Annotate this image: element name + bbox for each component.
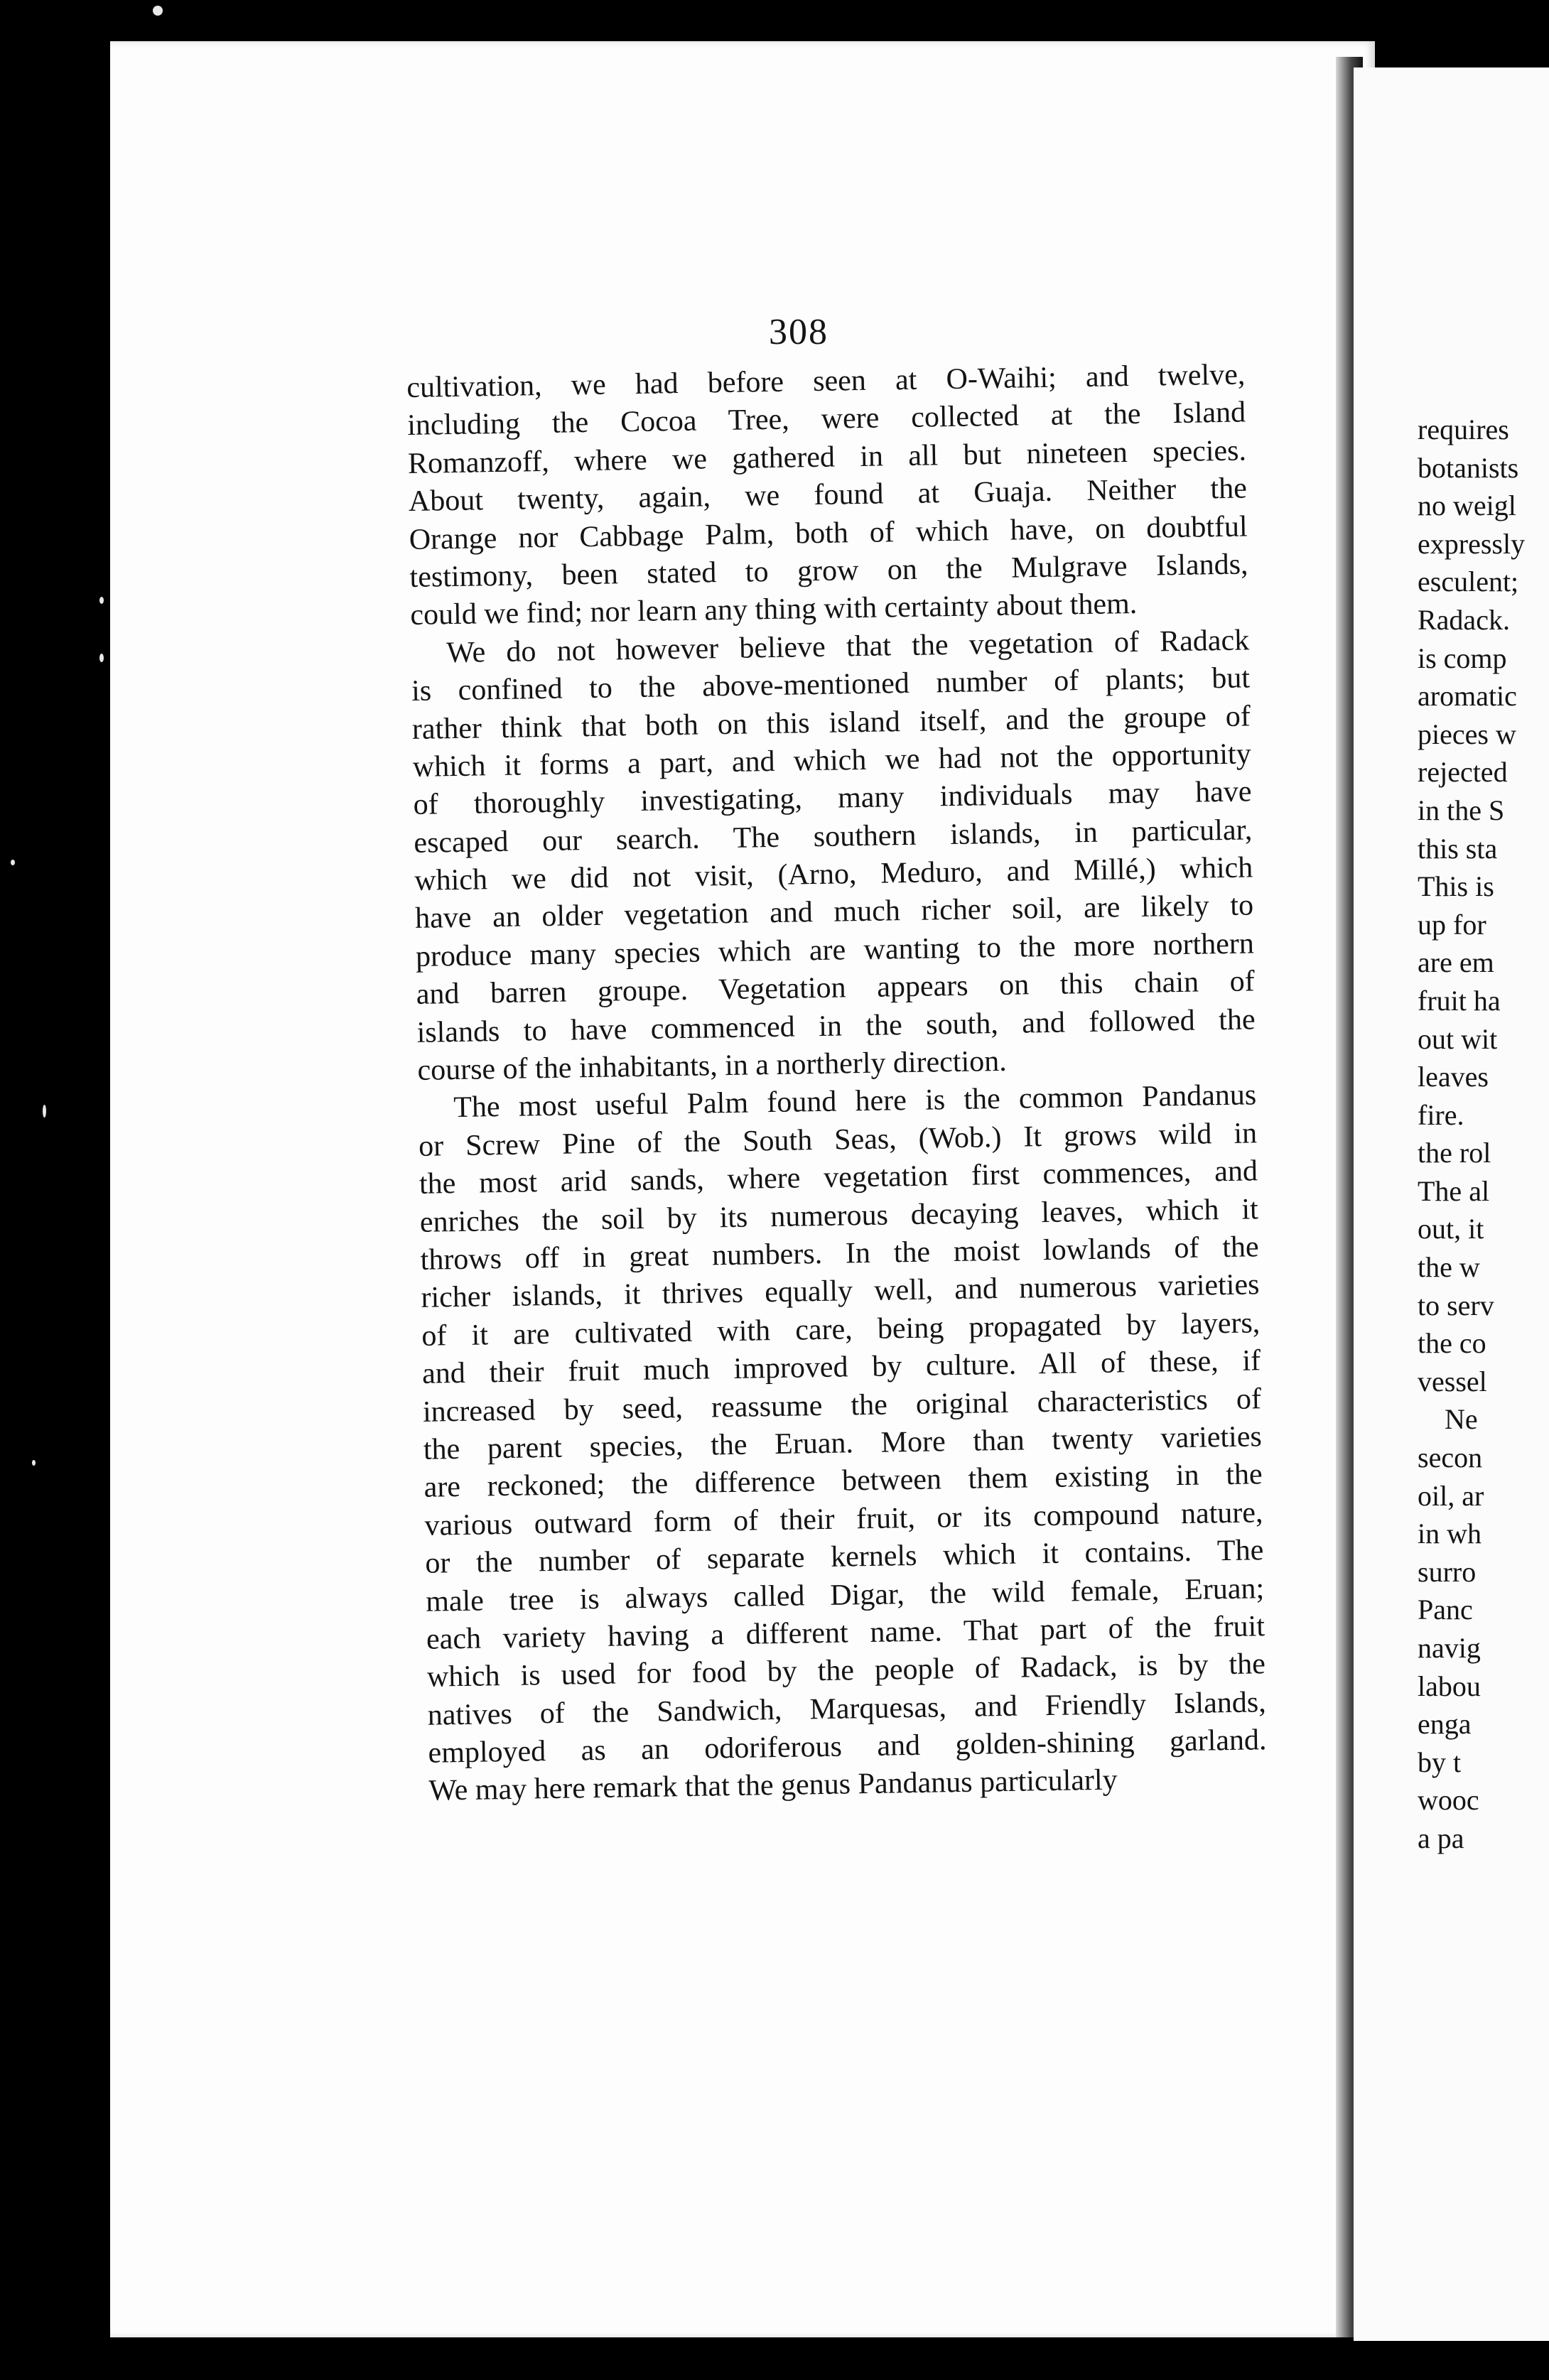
text-line: male tree is always called Digar, the wild female, Eruan; bbox=[425, 1572, 1265, 1618]
scan-speck bbox=[43, 1105, 46, 1118]
text-line: cultivation, we had before seen at O-Waihi; and twelve, bbox=[406, 358, 1246, 404]
text-line: Radack. bbox=[1418, 603, 1510, 636]
text-line: of it are cultivated with care, being propagated by layers, bbox=[421, 1307, 1261, 1353]
text-line: The most useful Palm found here is the common Pandanus bbox=[453, 1078, 1257, 1125]
text-line: increased by seed, reassume the original characteristics of bbox=[422, 1382, 1262, 1429]
text-line: employed as an odoriferous and golden-shining garland. bbox=[428, 1724, 1267, 1770]
text-line: a pa bbox=[1418, 1822, 1464, 1854]
text-line: This is bbox=[1418, 870, 1494, 903]
text-line: enriches the soil by its numerous decaying leaves, which it bbox=[419, 1192, 1259, 1239]
text-line: this sta bbox=[1418, 832, 1498, 865]
text-line: Orange nor Cabbage Palm, both of which have, on doubtful bbox=[409, 510, 1248, 556]
text-line: wooc bbox=[1418, 1784, 1479, 1817]
text-line: could we find; nor learn any thing with certainty about them. bbox=[410, 588, 1138, 632]
text-line: About twenty, again, we found at Guaja. Neither the bbox=[408, 472, 1248, 519]
text-line: enga bbox=[1418, 1708, 1472, 1741]
text-line: the parent species, the Eruan. More than twenty varieties bbox=[423, 1420, 1263, 1466]
text-line: in wh bbox=[1418, 1518, 1481, 1550]
text-line: The al bbox=[1418, 1174, 1490, 1207]
text-line: by t bbox=[1418, 1746, 1462, 1778]
text-line: secon bbox=[1418, 1441, 1483, 1474]
text-line: no weigl bbox=[1418, 489, 1516, 522]
text-line: requires bbox=[1418, 413, 1509, 445]
text-line: to serv bbox=[1418, 1289, 1494, 1321]
text-line: up for bbox=[1418, 908, 1486, 941]
text-line: is confined to the above-mentioned number of plants; but bbox=[411, 661, 1251, 708]
text-line: rejected bbox=[1418, 756, 1508, 789]
text-line: which it forms a part, and which we had not the opportunity bbox=[412, 737, 1252, 784]
text-line: are em bbox=[1418, 946, 1494, 979]
text-line: the rol bbox=[1418, 1137, 1491, 1169]
scan-speck bbox=[99, 597, 104, 604]
text-line: throws off in great numbers. In the moist lowlands of the bbox=[420, 1230, 1259, 1277]
text-line: the most arid sands, where vegetation first commences, and bbox=[419, 1154, 1258, 1201]
text-line: is comp bbox=[1418, 642, 1507, 674]
text-line: in the S bbox=[1418, 794, 1505, 826]
text-line: or the number of separate kernels which it contains. The bbox=[425, 1534, 1264, 1580]
text-line: surro bbox=[1418, 1555, 1477, 1588]
text-line: including the Cocoa Tree, were collected at the Island bbox=[406, 396, 1246, 443]
text-line: We do not however believe that the vegetation of Radack bbox=[446, 624, 1250, 669]
scan-speck bbox=[11, 860, 15, 865]
text-line: and barren groupe. Vegetation appears on this chain of bbox=[416, 965, 1256, 1012]
text-line: have an older vegetation and much richer soil, are likely to bbox=[414, 889, 1254, 936]
text-line: escaped our search. The southern islands, in particular, bbox=[414, 813, 1253, 860]
text-line: of thoroughly investigating, many individuals may have bbox=[413, 775, 1252, 822]
text-line: which we did not visit, (Arno, Meduro, and Millé,) which bbox=[414, 851, 1253, 897]
text-line: We may here remark that the genus Pandanus particularly bbox=[428, 1763, 1118, 1808]
text-line: fruit ha bbox=[1418, 984, 1501, 1017]
text-line: various outward form of their fruit, or its compound nature, bbox=[424, 1495, 1263, 1542]
page-number: 308 bbox=[769, 312, 829, 352]
text-line: or Screw Pine of the South Seas, (Wob.) It grows wild in bbox=[418, 1117, 1258, 1163]
text-line: expressly bbox=[1418, 527, 1526, 560]
text-line: Romanzoff, where we gathered in all but nineteen species. bbox=[407, 434, 1247, 480]
text-line: rather think that both on this island itself, and the groupe of bbox=[411, 699, 1251, 746]
text-line: aromatic bbox=[1418, 680, 1517, 713]
scan-speck bbox=[32, 1460, 36, 1466]
text-line: labou bbox=[1418, 1670, 1481, 1702]
right-page-partial-text bbox=[1418, 411, 1525, 1858]
text-line: pieces w bbox=[1418, 718, 1516, 750]
text-line: and their fruit much improved by culture. All of these, if bbox=[421, 1344, 1261, 1390]
text-line: out, it bbox=[1418, 1213, 1484, 1245]
text-line: vessel bbox=[1418, 1365, 1487, 1397]
text-line: fire. bbox=[1418, 1098, 1464, 1131]
text-line: islands to have commenced in the south, and followed the bbox=[416, 1002, 1256, 1049]
scan-speck bbox=[153, 6, 163, 16]
text-line: leaves bbox=[1418, 1061, 1489, 1093]
text-line: botanists bbox=[1418, 451, 1519, 484]
left-page-body-text bbox=[406, 356, 1268, 1810]
text-line: course of the inhabitants, in a northerly direction. bbox=[417, 1044, 1008, 1087]
text-line: esculent; bbox=[1418, 566, 1519, 598]
text-line: the w bbox=[1418, 1251, 1480, 1284]
text-line: oil, ar bbox=[1418, 1479, 1484, 1512]
text-line: navig bbox=[1418, 1632, 1481, 1664]
text-line: testimony, been stated to grow on the Mulgrave Islands, bbox=[409, 548, 1248, 594]
text-line: which is used for food by the people of Radack, is by the bbox=[426, 1648, 1266, 1694]
text-line: are reckoned; the difference between them existing in the bbox=[423, 1458, 1263, 1505]
text-line: each variety having a different name. That part of the fruit bbox=[426, 1610, 1265, 1656]
text-line: natives of the Sandwich, Marquesas, and Friendly Islands, bbox=[427, 1685, 1266, 1732]
scan-speck bbox=[99, 654, 104, 662]
text-line: Ne bbox=[1445, 1403, 1478, 1436]
text-line: Panc bbox=[1418, 1594, 1473, 1626]
text-line: richer islands, it thrives equally well, and numerous varieties bbox=[421, 1268, 1260, 1315]
text-line: produce many species which are wanting to the more northern bbox=[415, 927, 1255, 973]
text-line: out wit bbox=[1418, 1022, 1498, 1055]
text-line: the co bbox=[1418, 1327, 1486, 1360]
